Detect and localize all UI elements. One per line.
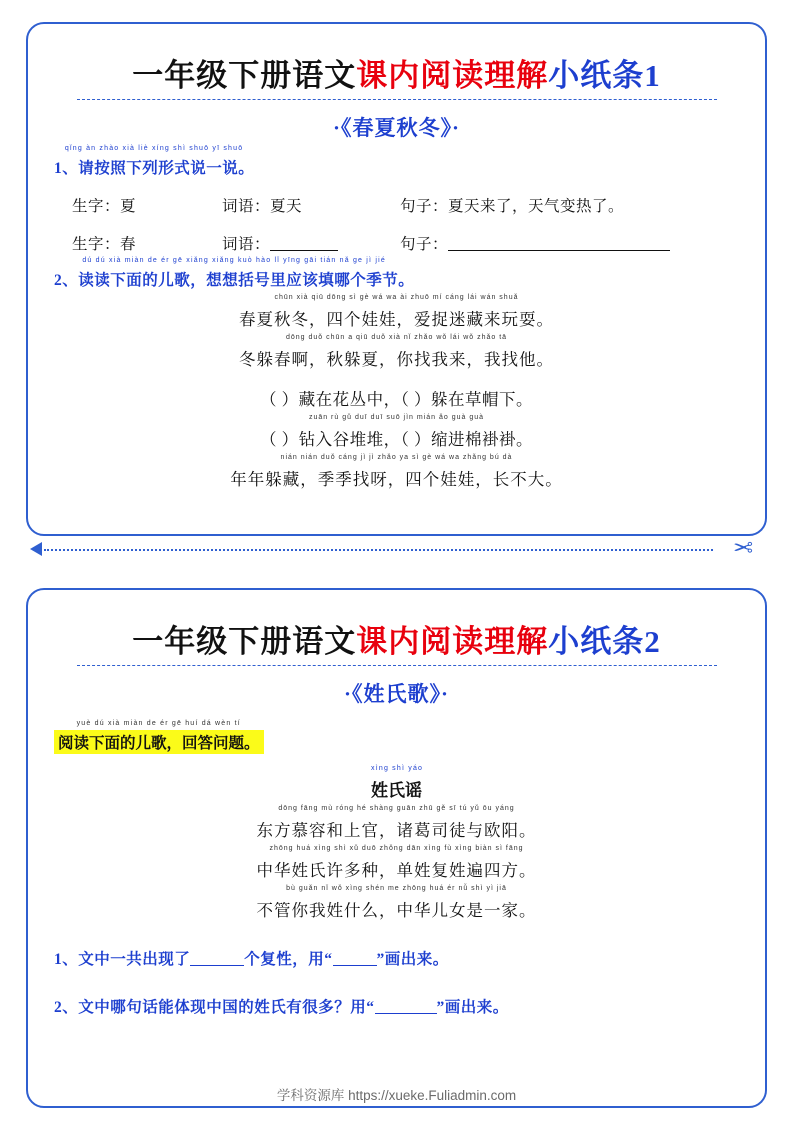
- card2-q1-mid: 个复性，用“: [244, 951, 333, 968]
- card2-instruction-pinyin: yuè dú xià miàn de ér gē huí dá wèn tí: [76, 720, 241, 727]
- card1-poem-line-pinyin: dōng duǒ chūn a qiū duǒ xià nǐ zhǎo wǒ lái wǒ zhǎo tā: [285, 334, 508, 341]
- card2-q2-suffix: ”画出来。: [436, 999, 509, 1016]
- card1-title-underline: [77, 99, 717, 100]
- card1-title-slip: 小纸条: [548, 58, 645, 93]
- card2-poem-line: [54, 805, 739, 841]
- card1-poem-line-pinyin: nián nián duǒ cáng jì jì zhǎo ya sì gè wá wa zhǎng bú dà: [280, 454, 513, 461]
- card2-q1-suffix: ”画出来。: [376, 951, 449, 968]
- card2-instruction-wrap: [54, 720, 739, 754]
- card1-question-2: [54, 257, 739, 290]
- card1-q2-pinyin: dú dú xià miàn de ér gē xiǎng xiǎng kuò hào lǐ yīng gāi tián nǎ ge jì jié: [82, 257, 386, 264]
- card1-poem-line: [54, 334, 739, 370]
- card2-poem-line-pinyin: bù guǎn nǐ wǒ xìng shén me zhōng huá ér nǚ shì yì jiā: [286, 885, 507, 892]
- card1-answer-row: [54, 232, 739, 254]
- card2-q2-prefix: 2、文中哪句话能体现中国的姓氏有很多？用“: [54, 999, 375, 1016]
- arrow-left-icon: [30, 542, 42, 556]
- card1-example-char: 生字：夏: [72, 198, 137, 215]
- card1-example-row: [54, 194, 739, 216]
- card1-title-topic: 课内阅读理解: [356, 58, 549, 93]
- card1-poem-line: [54, 414, 739, 450]
- card2-question-1: [54, 947, 739, 969]
- card2-title-number: 2: [644, 624, 661, 659]
- card2-poem-line-pinyin: dōng fāng mù róng hé shàng guān zhū gě sī tú yǔ ōu yáng: [278, 805, 515, 812]
- card1-q2-text: 2、读读下面的儿歌，想想括号里应该填哪个季节。: [54, 272, 415, 289]
- card2-poem: [54, 805, 739, 921]
- worksheet-card-2: [26, 588, 767, 1108]
- card1-poem-line: [54, 454, 739, 490]
- card1-poem-line-text: 年年躲藏，季季找呀，四个娃娃，长不大。: [230, 470, 563, 489]
- card2-question-2: [54, 995, 739, 1017]
- card2-poem-title-text: 姓氏谣: [371, 781, 422, 800]
- card1-answer-sentence-blank[interactable]: [448, 235, 670, 251]
- card2-poem-line-text: 东方慕容和上官，诸葛司徒与欧阳。: [256, 821, 537, 840]
- card1-answer-word: [222, 232, 400, 254]
- card2-q2-blank-mark[interactable]: [375, 998, 437, 1014]
- card1-q1-pinyin: qǐng àn zhào xià liè xíng shì shuō yī shuō: [64, 145, 244, 152]
- card1-example-sentence: 句子：夏天来了，天气变热了。: [400, 198, 625, 215]
- card2-q1-blank-mark[interactable]: [333, 950, 377, 966]
- card1-poem-line-text[interactable]: （ ）钻入谷堆堆，（ ）缩进棉褂褂。: [260, 430, 533, 449]
- card1-example-word: 词语：夏天: [222, 198, 303, 215]
- card1-poem: [54, 294, 739, 490]
- card2-poem-line-pinyin: zhōng huá xìng shì xǔ duō zhǒng dān xìng fù xìng biàn sì fāng: [269, 845, 524, 852]
- dashed-cut-line: [44, 549, 713, 551]
- card1-poem-line: [54, 294, 739, 330]
- footer-source: 学科资源库 https://xueke.Fuliadmin.com: [276, 1088, 517, 1103]
- card1-title-subject: 一年级下册语文: [132, 58, 357, 93]
- scissors-icon: ✂: [732, 536, 753, 562]
- card1-answer-char: 生字：春: [72, 236, 137, 253]
- card1-answer-word-label: 词语：: [222, 236, 271, 253]
- card1-poem-line-text: 冬躲春啊，秋躲夏，你找我来，我找他。: [239, 350, 554, 369]
- card2-poem-line: [54, 885, 739, 921]
- card2-subtitle: ·《姓氏歌》·: [343, 682, 449, 706]
- card2-title-subject: 一年级下册语文: [132, 624, 357, 659]
- card1-answer-word-blank[interactable]: [270, 235, 338, 251]
- card2-poem-line: [54, 845, 739, 881]
- card1-q1-text: 1、请按照下列形式说一说。: [54, 160, 255, 177]
- card2-instruction-text: 阅读下面的儿歌，回答问题。: [58, 735, 260, 752]
- card2-poem-title: [54, 765, 739, 801]
- cut-divider: [26, 536, 767, 562]
- card1-poem-line: [54, 386, 739, 410]
- card2-poem-line-text: 不管你我姓什么，中华儿女是一家。: [256, 901, 537, 920]
- worksheet-card-1: [26, 22, 767, 536]
- card1-poem-line-text: 春夏秋冬，四个娃娃，爱捉迷藏来玩耍。: [239, 310, 554, 329]
- card2-poem-line-text: 中华姓氏许多种，单姓复姓遍四方。: [256, 861, 537, 880]
- card2-q1-prefix: 1、文中一共出现了: [54, 951, 191, 968]
- card2-title-slip: 小纸条: [548, 624, 645, 659]
- card1-answer-sentence-label: 句子：: [400, 236, 449, 253]
- card2-poem-title-pinyin: xìng shì yáo: [371, 765, 424, 772]
- card2-title-underline: [77, 665, 717, 666]
- card1-poem-line-pinyin: chūn xià qiū dōng sì gè wá wa ài zhuō mí cáng lái wán shuǎ: [274, 294, 519, 301]
- card1-answer-sentence: [400, 232, 739, 254]
- card2-title-topic: 课内阅读理解: [356, 624, 549, 659]
- card2-instruction: [54, 720, 264, 754]
- card1-poem-line-pinyin: zuān rù gǔ duī duī suō jìn mián ǎo guà guà: [308, 414, 485, 421]
- card2-title: [54, 616, 739, 661]
- card1-title: [54, 50, 739, 95]
- card1-subtitle: ·《春夏秋冬》·: [332, 116, 460, 140]
- card2-q1-blank-count[interactable]: [190, 950, 244, 966]
- card1-question-1: [54, 145, 739, 178]
- card1-title-number: 1: [644, 58, 661, 93]
- card1-poem-line-text[interactable]: （ ）藏在花丛中，（ ）躲在草帽下。: [260, 390, 533, 409]
